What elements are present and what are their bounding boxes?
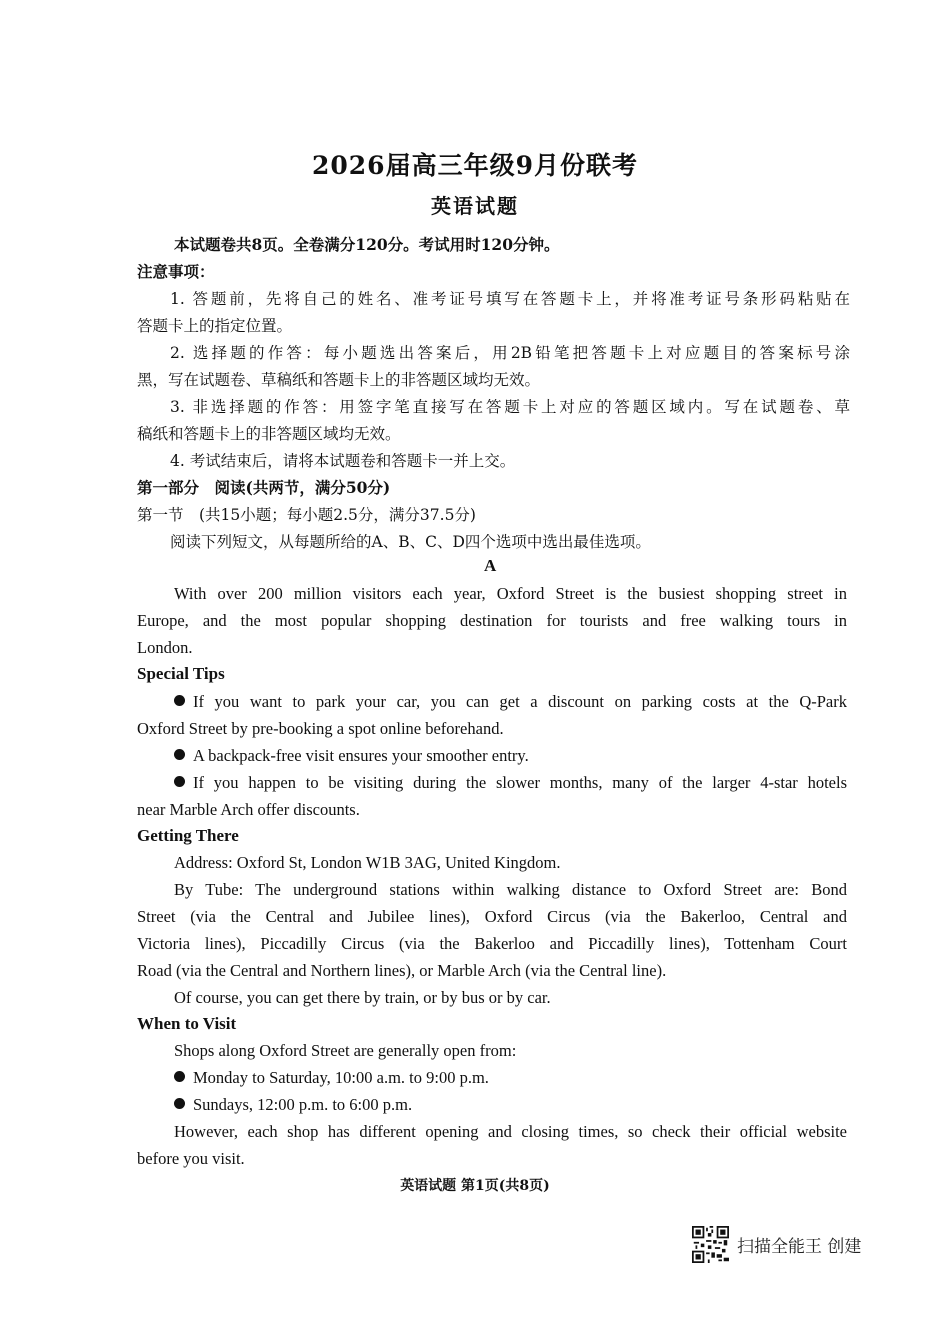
special-tips-heading: Special Tips [137, 664, 225, 683]
section-1-title: 第一节 (共15小题；每小题2.5分，满分37.5分) [137, 506, 476, 524]
part-1-title: 第一部分 阅读(共两节，满分50分) [137, 478, 391, 497]
scanner-watermark-text: 扫描全能王 创建 [737, 1237, 862, 1257]
scanner-watermark [692, 1226, 861, 1263]
tube-line-2: Street (via the Central and Jubilee lines), Oxford Circus (via the Bakerloo, Central and [137, 907, 847, 926]
bullet-icon [174, 749, 185, 760]
note-2-line-1: 2. 选择题的作答：每小题选出答案后，用2B铅笔把答题卡上对应题目的答案标号涂 [170, 344, 850, 362]
tip-1-line-1: If you want to park your car, you can get a discount on parking costs at the Q-Park [174, 692, 847, 712]
tube-line-1: By Tube: The underground stations within walking distance to Oxford Street are: Bond [174, 880, 847, 899]
hours-weekdays: Monday to Saturday, 10:00 a.m. to 9:00 p.m. [174, 1068, 489, 1088]
note-4: 4. 考试结束后，请将本试题卷和答题卡一并上交。 [170, 452, 516, 470]
tube-line-3: Victoria lines), Piccadilly Circus (via the Bakerloo and Piccadilly lines), Tottenham Court [137, 934, 847, 953]
section-instruction: 阅读下列短文，从每题所给的A、B、C、D四个选项中选出最佳选项。 [170, 533, 651, 551]
page-footer: 英语试题 第1页(共8页) [400, 1178, 550, 1194]
qr-code-icon [692, 1226, 729, 1263]
notes-title: 注意事项： [137, 262, 215, 281]
tip-1-line-2: Oxford Street by pre-booking a spot online beforehand. [137, 719, 504, 738]
passage-p1-line-3: London. [137, 638, 193, 657]
exam-title: 2026届高三年级9月份联考 [312, 151, 638, 180]
however-line-2: before you visit. [137, 1149, 245, 1168]
note-1-line-2: 答题卡上的指定位置。 [137, 317, 293, 335]
bullet-icon [174, 1071, 185, 1082]
exam-subject: 英语试题 [431, 194, 519, 218]
tip-3-line-1: If you happen to be visiting during the slower months, many of the larger 4-star hotels [174, 773, 847, 793]
shops-open: Shops along Oxford Street are generally open from: [174, 1041, 517, 1060]
note-3-line-1: 3. 非选择题的作答：用签字笔直接写在答题卡上对应的答题区域内。写在试题卷、草 [170, 398, 850, 416]
other-transport: Of course, you can get there by train, or by bus or by car. [174, 988, 551, 1007]
hours-sunday: Sundays, 12:00 p.m. to 6:00 p.m. [174, 1095, 412, 1115]
passage-p1-line-1: With over 200 million visitors each year, Oxford Street is the busiest shopping street in [174, 584, 847, 603]
however-line-1: However, each shop has different opening and closing times, so check their official website [174, 1122, 847, 1141]
bullet-icon [174, 695, 185, 706]
note-3-line-2: 稿纸和答题卡上的非答题区域均无效。 [137, 425, 401, 443]
note-1-line-1: 1. 答题前，先将自己的姓名、准考证号填写在答题卡上，并将准考证号条形码粘贴在 [170, 290, 850, 308]
note-2-line-2: 黑，写在试题卷、草稿纸和答题卡上的非答题区域均无效。 [137, 371, 541, 389]
tip-3-line-2: near Marble Arch offer discounts. [137, 800, 360, 819]
bullet-icon [174, 1098, 185, 1109]
bullet-icon [174, 776, 185, 787]
passage-p1-line-2: Europe, and the most popular shopping destination for tourists and free walking tours in [137, 611, 847, 630]
tube-line-4: Road (via the Central and Northern lines), or Marble Arch (via the Central line). [137, 961, 667, 980]
getting-there-heading: Getting There [137, 826, 239, 845]
exam-info: 本试题卷共8页。全卷满分120分。考试用时120分钟。 [174, 235, 560, 254]
passage-label: A [484, 556, 497, 575]
when-to-visit-heading: When to Visit [137, 1014, 237, 1033]
tip-2: A backpack-free visit ensures your smoother entry. [174, 746, 529, 766]
address: Address: Oxford St, London W1B 3AG, United Kingdom. [174, 853, 561, 872]
